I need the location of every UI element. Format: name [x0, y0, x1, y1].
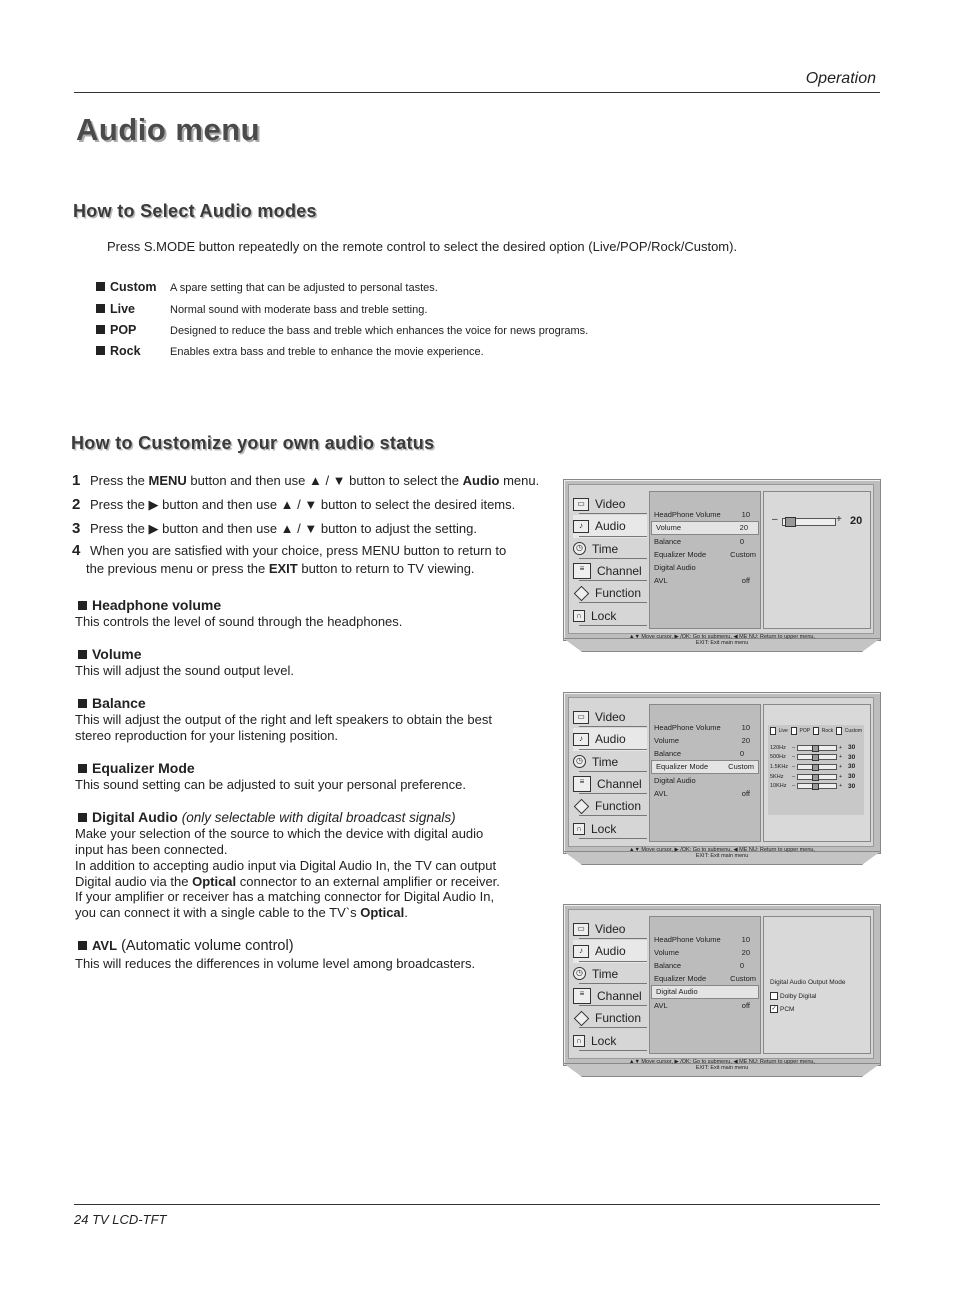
osd-menu — [573, 706, 647, 840]
avl-heading: AVL (Automatic volume control) — [78, 938, 294, 954]
osd-footer: ▲▼ Move cursor, ▶ /OK: Go to submenu, ◀ ME NU: Return to upper menu, EXIT: Exit main menu — [629, 1059, 815, 1071]
osd-row-digital: Digital Audio — [651, 985, 759, 1000]
osd-screen-volume — [563, 479, 881, 646]
osd-screen-equalizer — [563, 692, 881, 859]
digital-heading: Digital Audio (only selectable with digital broadcast signals) — [78, 809, 456, 825]
plus-icon: + — [839, 744, 843, 751]
step-2: 2 Press the ▶ button and then use ▲ / ▼ button to select the desired items. — [72, 496, 516, 513]
eq-band-row: 5KHz – + 30 — [770, 773, 856, 781]
headphone-text: This controls the level of sound through the headphones. — [75, 614, 403, 629]
balance-heading: Balance — [78, 695, 146, 711]
osd-row-headphone: HeadPhone Volume 10 — [654, 934, 750, 944]
step-4-line2: the previous menu or press the EXIT button to return to TV viewing. — [86, 561, 475, 576]
eq-band-slider — [797, 774, 837, 780]
eq-band-row: 120Hz – + 30 — [770, 744, 856, 752]
osd-menu-channel: ≡ Channel — [573, 560, 647, 582]
minus-icon: – — [792, 754, 796, 761]
osd-audio-settings — [649, 916, 761, 1054]
digital-text-6: you can connect it with a single cable to the TV`s Optical. — [75, 905, 408, 920]
osd-row-balance: Balance 0 — [654, 748, 744, 758]
eq-band-slider — [797, 764, 837, 770]
minus-icon: – — [792, 783, 796, 790]
mode-rock: Rock Enables extra bass and treble to enhance the movie experience. — [96, 344, 484, 358]
eq-band-slider — [797, 754, 837, 760]
osd-menu-video: ▭ Video — [573, 918, 647, 940]
volume-heading: Volume — [78, 646, 142, 662]
select-modes-intro: Press S.MODE button repeatedly on the remote control to select the desired option (Live/POP/Rock/Custom). — [107, 239, 738, 254]
mode-pop: POP Designed to reduce the bass and treble which enhances the voice for news programs. — [96, 323, 588, 337]
digital-text-3: In addition to accepting audio input via Digital Audio In, the TV can output — [75, 858, 497, 873]
osd-menu-channel: ≡ Channel — [573, 773, 647, 795]
osd-menu-channel: ≡ Channel — [573, 985, 647, 1007]
checkbox-icon — [770, 992, 778, 1000]
digital-text-5: If your amplifier or receiver has a matching connector for Digital Audio In, — [75, 889, 495, 904]
eq-mode-checkboxes: Live POP Rock Custom — [768, 725, 864, 737]
mode-custom: Custom A spare setting that can be adjusted to personal tastes. — [96, 280, 438, 294]
plus-icon: + — [836, 514, 842, 525]
osd-footer: ▲▼ Move cursor, ▶ /OK: Go to submenu, ◀ ME NU: Return to upper menu, EXIT: Exit main menu — [629, 847, 815, 859]
video-icon: ▭ — [573, 711, 589, 724]
osd-menu-time: ◷ Time — [573, 538, 647, 560]
osd-menu-lock: ∩ Lock — [573, 604, 647, 626]
video-icon: ▭ — [573, 923, 589, 936]
balance-text-2: stereo reproduction for your listening position. — [75, 728, 339, 743]
equalizer-text: This sound setting can be adjusted to suit your personal preference. — [75, 777, 466, 792]
checkbox-checked-icon: ✓ — [771, 1006, 777, 1012]
digital-text-1: Make your selection of the source to which the device with digital audio — [75, 826, 484, 841]
osd-menu-audio: ♪ Audio — [573, 515, 647, 537]
osd-row-equalizer: Equalizer Mode Custom — [651, 760, 759, 775]
osd-menu-time: ◷ Time — [573, 751, 647, 773]
volume-text: This will adjust the sound output level. — [75, 663, 294, 678]
osd-row-balance: Balance 0 — [654, 537, 744, 547]
volume-slider — [782, 518, 836, 526]
plus-icon: + — [839, 763, 843, 770]
music-note-icon: ♪ — [573, 520, 589, 533]
osd-menu-video: ▭ Video — [573, 493, 647, 515]
headphone-heading: Headphone volume — [78, 597, 221, 613]
osd-menu-video: ▭ Video — [573, 706, 647, 728]
osd-menu-function: Function — [573, 582, 647, 604]
osd-row-volume: Volume 20 — [654, 735, 750, 745]
osd-menu-audio: ♪ Audio — [573, 728, 647, 750]
lock-icon: ∩ — [573, 1035, 585, 1047]
osd-footer: ▲▼ Move cursor, ▶ /OK: Go to submenu, ◀ ME NU: Return to upper menu, EXIT: Exit main menu — [629, 634, 815, 646]
osd-audio-settings — [649, 704, 761, 842]
minus-icon: – — [792, 773, 796, 780]
channel-list-icon: ≡ — [573, 776, 591, 792]
lock-icon: ∩ — [573, 823, 585, 835]
clock-icon: ◷ — [573, 542, 586, 555]
minus-icon: – — [792, 763, 796, 770]
digital-text-4: Digital audio via the Optical connector to an external amplifier or receiver. — [75, 874, 500, 889]
osd-row-avl: AVL off — [654, 576, 750, 586]
osd-menu-time: ◷ Time — [573, 963, 647, 985]
eq-band-slider — [797, 783, 837, 789]
music-note-icon: ♪ — [573, 733, 589, 746]
clock-icon: ◷ — [573, 755, 586, 768]
video-icon: ▭ — [573, 498, 589, 511]
footer-rule — [74, 1204, 880, 1205]
step-1: 1 Press the MENU button and then use ▲ / ▼ button to select the Audio menu. — [72, 472, 540, 489]
osd-row-volume: Volume 20 — [651, 521, 759, 536]
osd-row-headphone: HeadPhone Volume 10 — [654, 509, 750, 519]
digital-output-title: Digital Audio Output Mode — [770, 979, 846, 986]
channel-list-icon: ≡ — [573, 563, 591, 579]
step-3: 3 Press the ▶ button and then use ▲ / ▼ button to adjust the setting. — [72, 520, 477, 537]
clock-icon: ◷ — [573, 967, 586, 980]
eq-bands — [768, 743, 864, 791]
page-title: Audio menu — [76, 112, 261, 147]
osd-row-avl: AVL off — [654, 789, 750, 799]
eq-band-slider — [797, 745, 837, 751]
osd-row-digital: Digital Audio — [654, 563, 696, 573]
digital-text-2: input has been connected. — [75, 842, 228, 857]
page-footer: 24 TV LCD-TFT — [74, 1212, 167, 1227]
osd-volume-panel — [763, 491, 871, 629]
osd-menu-audio: ♪ Audio — [573, 940, 647, 962]
digital-option-dolby[interactable]: Dolby Digital — [770, 992, 817, 1000]
step-4: 4 When you are satisfied with your choice, press MENU button to return to — [72, 542, 507, 559]
osd-row-avl: AVL off — [654, 1001, 750, 1011]
header-rule — [74, 92, 880, 93]
osd-row-digital: Digital Audio — [654, 776, 696, 786]
function-diamond-icon — [574, 799, 590, 815]
plus-icon: + — [839, 773, 843, 780]
osd-menu — [573, 918, 647, 1052]
equalizer-heading: Equalizer Mode — [78, 760, 195, 776]
osd-row-headphone: HeadPhone Volume 10 — [654, 722, 750, 732]
function-diamond-icon — [574, 586, 590, 602]
minus-icon: – — [792, 744, 796, 751]
lock-icon: ∩ — [573, 610, 585, 622]
osd-menu-lock: ∩ Lock — [573, 817, 647, 839]
plus-icon: + — [839, 783, 843, 790]
mode-live: Live Normal sound with moderate bass and treble setting. — [96, 302, 427, 316]
osd-menu-function: Function — [573, 795, 647, 817]
select-modes-heading: How to Select Audio modes — [73, 201, 317, 221]
osd-row-balance: Balance 0 — [654, 960, 744, 970]
osd-row-volume: Volume 20 — [654, 947, 750, 957]
osd-digital-panel — [763, 916, 871, 1054]
osd-audio-settings — [649, 491, 761, 629]
avl-text: This will reduces the differences in volume level among broadcasters. — [75, 956, 476, 971]
digital-option-pcm[interactable]: ✓ PCM — [771, 1005, 795, 1013]
osd-menu-function: Function — [573, 1007, 647, 1029]
eq-band-row: 1.5KHz – + 30 — [770, 763, 856, 771]
section-label: Operation — [805, 70, 876, 87]
eq-band-row: 10KHz – + 30 — [770, 782, 856, 790]
osd-row-equalizer: Equalizer Mode Custom — [654, 550, 756, 560]
minus-icon: – — [772, 514, 778, 525]
function-diamond-icon — [574, 1011, 590, 1027]
eq-band-row: 500Hz – + 30 — [770, 753, 856, 761]
channel-list-icon: ≡ — [573, 988, 591, 1004]
music-note-icon: ♪ — [573, 945, 589, 958]
osd-screen-digital — [563, 904, 881, 1071]
osd-equalizer-panel — [763, 704, 871, 842]
balance-text-1: This will adjust the output of the right and left speakers to obtain the best — [75, 712, 492, 727]
osd-menu-lock: ∩ Lock — [573, 1029, 647, 1051]
customize-heading: How to Customize your own audio status — [71, 433, 435, 453]
volume-value: 20 — [850, 515, 863, 527]
plus-icon: + — [839, 754, 843, 761]
osd-row-equalizer: Equalizer Mode Custom — [654, 973, 756, 983]
volume-slider-knob — [785, 517, 796, 527]
osd-menu — [573, 493, 647, 627]
